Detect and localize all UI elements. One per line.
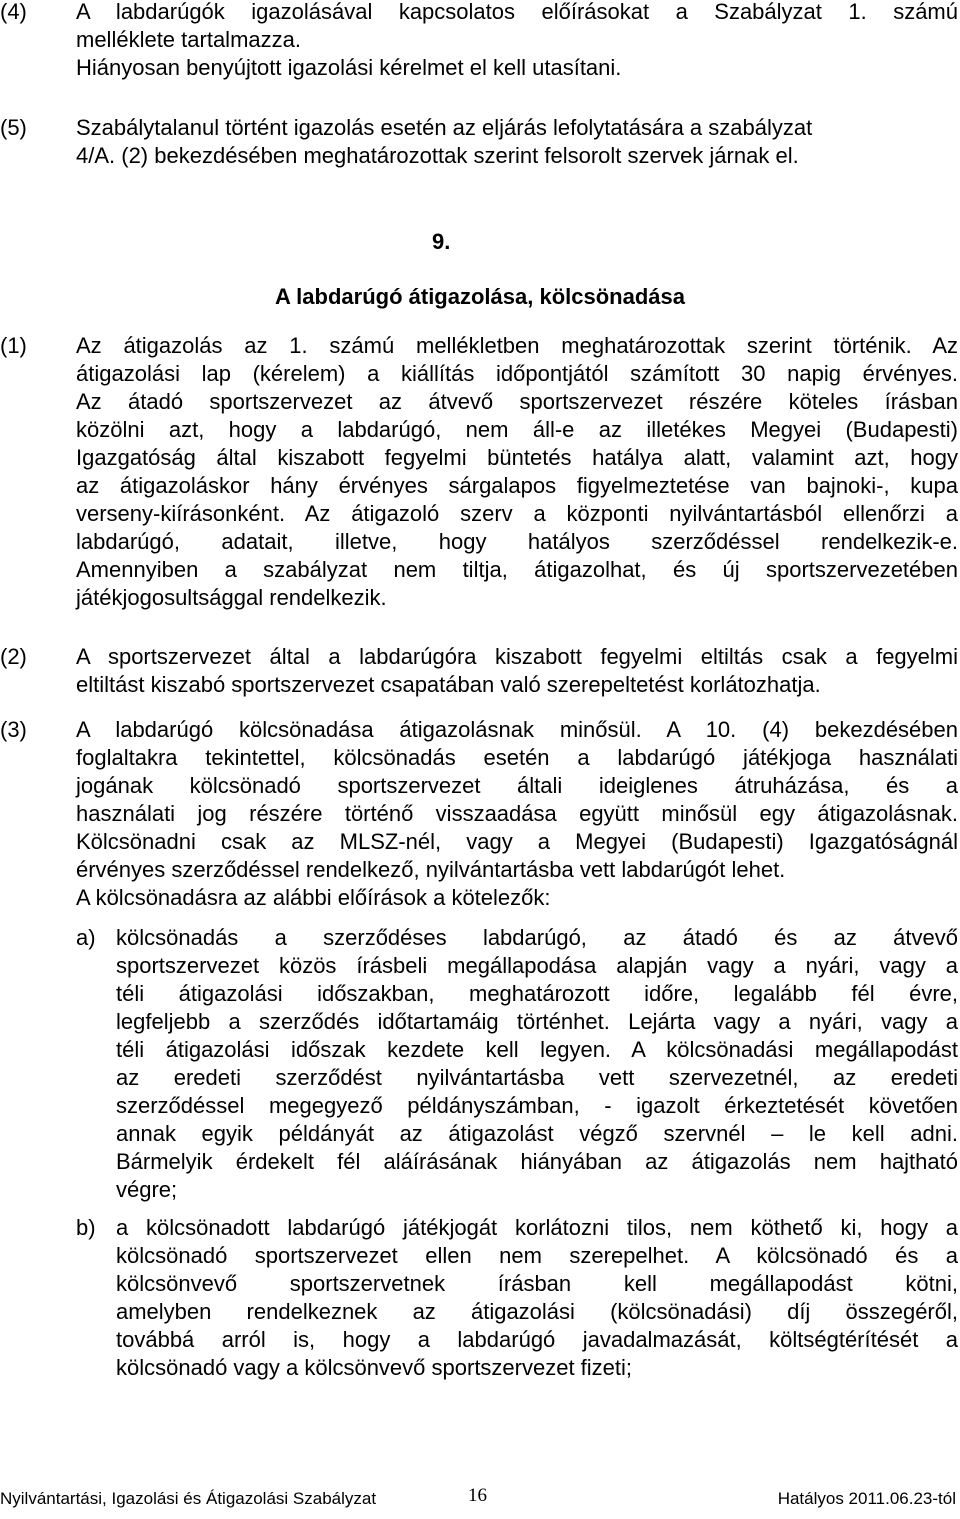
text-line: Hiányosan benyújtott igazolási kérelmet el kell utasítani. [76,55,622,80]
page-footer [0,1485,960,1515]
paragraph-number: (2) [0,644,27,669]
text-line: Amennyiben a szabályzat nem tiltja, átigazolhat, és új sportszervezetében [76,557,958,582]
text-line: kölcsönadás a szerződéses labdarúgó, az átadó és az átvevő [116,925,958,950]
section-number: 9. [432,229,451,254]
text-line: átigazolási lap (kérelem) a kiállítás időpontjától számított 30 napig érvényes. [76,361,958,386]
paragraph-number: (5) [0,115,27,140]
text-line: kölcsönadó vagy a kölcsönvevő sportszervezet fizeti; [116,1355,633,1380]
text-line: játékjogosultsággal rendelkezik. [76,585,387,610]
text-line: jogának kölcsönadó sportszervezet általi ideiglenes átruházása, és a [76,773,958,798]
footer-effective-date: Hatályos 2011.06.23-tól [777,1489,956,1508]
text-line: A labdarúgók igazolásával kapcsolatos előírásokat a Szabályzat 1. számú [76,0,958,24]
text-line: Szabálytalanul történt igazolás esetén az eljárás lefolytatására a szabályzat [76,115,813,140]
text-line: Az átigazolás az 1. számú mellékletben meghatározottak szerint történik. Az [76,333,958,358]
text-line: kölcsönadó sportszervezet ellen nem szerepelhet. A kölcsönadó és a [116,1243,958,1268]
text-line: A kölcsönadásra az alábbi előírások a kötelezők: [76,885,551,910]
text-line: Igazgatóság által kiszabott fegyelmi büntetés hatálya alatt, valamint azt, hogy [76,445,958,470]
text-line: amelyben rendelkeznek az átigazolási (kölcsönadási) díj összegéről, [116,1299,958,1324]
text-line: annak egyik példányát az átigazolást végző szervnél – le kell adni. [116,1121,958,1146]
text-line: téli átigazolási időszak kezdete kell legyen. A kölcsönadási megállapodást [116,1037,958,1062]
paragraph-body [76,332,958,612]
paragraph-body [76,0,958,82]
text-line: sportszervezet közös írásbeli megállapodása alapján vagy a nyári, vagy a [116,953,958,978]
text-line: labdarúgó, adatait, illetve, hogy hatályos szerződéssel rendelkezik-e. [76,529,958,554]
text-line: a kölcsönadott labdarúgó játékjogát korlátozni tilos, nem köthető ki, hogy a [116,1215,958,1240]
section-title: A labdarúgó átigazolása, kölcsönadása [275,284,685,309]
paragraph-number: (4) [0,0,27,24]
list-item-body [116,1214,958,1382]
text-line: foglaltakra tekintettel, kölcsönadás esetén a labdarúgó játékjoga használati [76,745,958,770]
text-line: továbbá arról is, hogy a labdarúgó javadalmazását, költségtérítését a [116,1327,958,1352]
text-line: érvényes szerződéssel rendelkező, nyilvántartásba vett labdarúgót lehet. [76,857,786,882]
list-item-body [116,924,958,1204]
text-line: közölni azt, hogy a labdarúgó, nem áll-e az illetékes Megyei (Budapesti) [76,417,958,442]
text-line: kölcsönvevő sportszervetnek írásban kell megállapodást kötni, [116,1271,958,1296]
list-item-label: b) [76,1215,96,1240]
text-line: 4/A. (2) bekezdésében meghatározottak szerint felsorolt szervek járnak el. [76,143,799,168]
footer-document-title: Nyilvántartási, Igazolási és Átigazolási Szabályzat [0,1489,377,1508]
paragraph-body [76,716,958,912]
paragraph-body [76,643,958,699]
text-line: A sportszervezet által a labdarúgóra kiszabott fegyelmi eltiltás csak a fegyelmi [76,644,958,669]
paragraph-body [76,114,958,170]
text-line: eltiltást kiszabó sportszervezet csapatában való szerepeltetést korlátozhatja. [76,672,821,697]
text-line: Kölcsönadni csak az MLSZ-nél, vagy a Megyei (Budapesti) Igazgatóságnál [76,829,958,854]
text-line: melléklete tartalmazza. [76,27,301,52]
text-line: szerződéssel megegyező példányszámban, - igazolt érkeztetését követően [116,1093,958,1118]
list-item-label: a) [76,925,96,950]
paragraph-number: (1) [0,333,27,358]
text-line: az átigazoláskor hány érvényes sárgalapos figyelmeztetése van bajnoki-, kupa [76,473,958,498]
text-line: A labdarúgó kölcsönadása átigazolásnak minősül. A 10. (4) bekezdésében [76,717,958,742]
text-line: Az átadó sportszervezet az átvevő sportszervezet részére köteles írásban [76,389,958,414]
text-line: végre; [116,1177,178,1202]
text-line: legfeljebb a szerződés időtartamáig történhet. Lejárta vagy a nyári, vagy a [116,1009,958,1034]
text-line: használati jog részére történő visszaadása együtt minősül egy átigazolásnak. [76,801,958,826]
text-line: téli átigazolási időszakban, meghatározott időre, legalább fél évre, [116,981,958,1006]
text-line: verseny-kiírásonként. Az átigazoló szerv a központi nyilvántartásból ellenőrzi a [76,501,958,526]
page-number: 16 [468,1485,487,1506]
text-line: Bármelyik érdekelt fél aláírásának hiányában az átigazolás nem hajtható [116,1149,958,1174]
paragraph-number: (3) [0,717,27,742]
text-line: az eredeti szerződést nyilvántartásba vett szervezetnél, az eredeti [116,1065,958,1090]
